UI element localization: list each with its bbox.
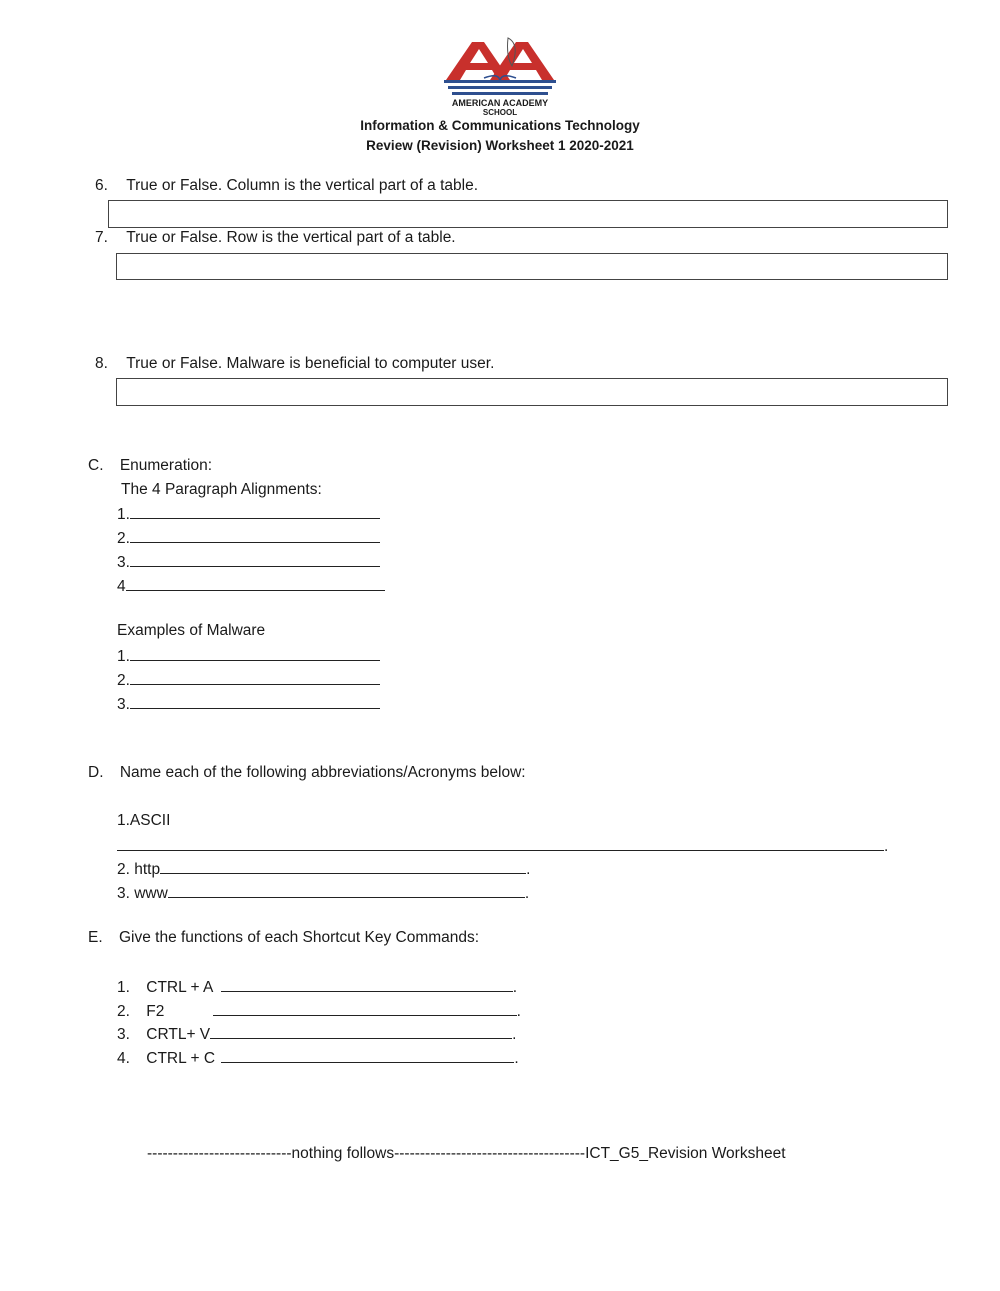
end-mark: . <box>516 1003 521 1020</box>
section-letter: C. <box>88 457 104 474</box>
logo-text-line1: AMERICAN ACADEMY <box>451 98 549 108</box>
shortcut-item-4[interactable] <box>117 1048 519 1068</box>
answer-blank[interactable] <box>221 1048 514 1063</box>
answer-box-7[interactable] <box>116 253 948 280</box>
item-number: 2. <box>117 1003 130 1020</box>
item-number: 1. <box>117 506 130 523</box>
end-mark: . <box>526 861 531 878</box>
end-mark: . <box>514 1050 519 1067</box>
answer-blank[interactable] <box>117 836 884 851</box>
end-mark: . <box>512 1026 517 1043</box>
answer-blank[interactable] <box>168 883 525 898</box>
logo-text-line2: SCHOOL <box>482 108 518 117</box>
worksheet-title: Information & Communications Technology <box>360 118 640 133</box>
end-mark: . <box>884 838 889 855</box>
malware-answer-2[interactable] <box>117 670 380 690</box>
question-number: 7. <box>95 229 108 246</box>
shortcut-key: CTRL + C <box>146 1050 216 1067</box>
malware-answer-1[interactable] <box>117 646 380 666</box>
shortcut-item-3[interactable] <box>117 1024 516 1044</box>
malware-examples-title: Examples of Malware <box>117 622 266 639</box>
item-number: 2. <box>117 530 130 547</box>
alignment-answer-1[interactable] <box>117 504 380 524</box>
alignment-answer-3[interactable] <box>117 552 380 572</box>
answer-blank[interactable] <box>130 646 380 661</box>
item-number: 3. <box>117 554 130 571</box>
section-d-heading <box>88 764 526 782</box>
section-title: Name each of the following abbreviations/Acronyms below: <box>119 764 526 781</box>
item-number: 1. <box>117 979 130 996</box>
item-number: 3. <box>117 696 130 713</box>
answer-box-8[interactable] <box>116 378 948 406</box>
section-c-heading <box>88 457 212 475</box>
answer-blank[interactable] <box>130 694 380 709</box>
answer-blank[interactable] <box>126 576 385 591</box>
acronym-ascii-answer[interactable] <box>117 836 888 856</box>
answer-blank[interactable] <box>160 859 526 874</box>
shortcut-item-2[interactable] <box>117 1001 521 1021</box>
answer-blank[interactable] <box>130 528 380 543</box>
acronym-http[interactable] <box>117 859 530 879</box>
footer-worksheet-code: ICT_G5_Revision Worksheet <box>585 1145 786 1162</box>
shortcut-item-1[interactable] <box>117 977 517 997</box>
alignments-title: The 4 Paragraph Alignments: <box>121 481 322 498</box>
answer-blank[interactable] <box>130 670 380 685</box>
item-number: 2. <box>117 672 130 689</box>
question-text: True or False. Row is the vertical part of a table. <box>126 229 456 246</box>
section-title: Give the functions of each Shortcut Key Commands: <box>118 929 480 946</box>
acronym-www[interactable] <box>117 883 529 903</box>
section-letter: D. <box>88 764 104 781</box>
question-number: 6. <box>95 177 108 194</box>
footer-dashes-left: ---------------------------- <box>147 1145 292 1162</box>
question-number: 8. <box>95 355 108 372</box>
shortcut-key: CRTL+ V <box>146 1026 211 1043</box>
alignment-answer-2[interactable] <box>117 528 380 548</box>
worksheet-subtitle: Review (Revision) Worksheet 1 2020-2021 <box>366 138 634 153</box>
shortcut-key: F2 <box>146 1003 165 1020</box>
section-letter: E. <box>88 929 103 946</box>
question-text: True or False. Column is the vertical part of a table. <box>126 177 479 194</box>
item-number: 3. <box>117 1026 130 1043</box>
answer-blank[interactable] <box>130 504 380 519</box>
logo-emblem-icon <box>424 36 576 120</box>
question-6 <box>95 177 478 195</box>
section-title: Enumeration: <box>119 457 213 474</box>
answer-blank[interactable] <box>221 977 513 992</box>
answer-blank[interactable] <box>210 1024 512 1039</box>
logo-stripes <box>444 80 556 95</box>
footer-nothing-follows: nothing follows <box>291 1145 395 1162</box>
end-mark: . <box>512 979 518 996</box>
malware-answer-3[interactable] <box>117 694 380 714</box>
footer-line <box>147 1145 786 1163</box>
item-label: 2. http <box>117 861 161 878</box>
alignment-answer-4[interactable] <box>117 576 385 596</box>
answer-blank[interactable] <box>130 552 380 567</box>
acronym-ascii-label: 1.ASCII <box>117 812 171 829</box>
footer-dashes-right: ------------------------------------- <box>394 1145 586 1162</box>
school-logo <box>424 36 576 120</box>
answer-blank[interactable] <box>213 1001 517 1016</box>
item-label: 3. www <box>117 885 168 902</box>
answer-box-6[interactable] <box>108 200 948 228</box>
item-number: 4 <box>117 578 126 595</box>
item-number: 1. <box>117 648 130 665</box>
section-e-heading <box>88 929 479 947</box>
question-8 <box>95 355 494 373</box>
question-text: True or False. Malware is beneficial to computer user. <box>126 355 495 372</box>
end-mark: . <box>524 885 530 902</box>
question-7 <box>95 229 456 247</box>
item-number: 4. <box>117 1050 130 1067</box>
shortcut-key: CTRL + A <box>146 979 213 996</box>
